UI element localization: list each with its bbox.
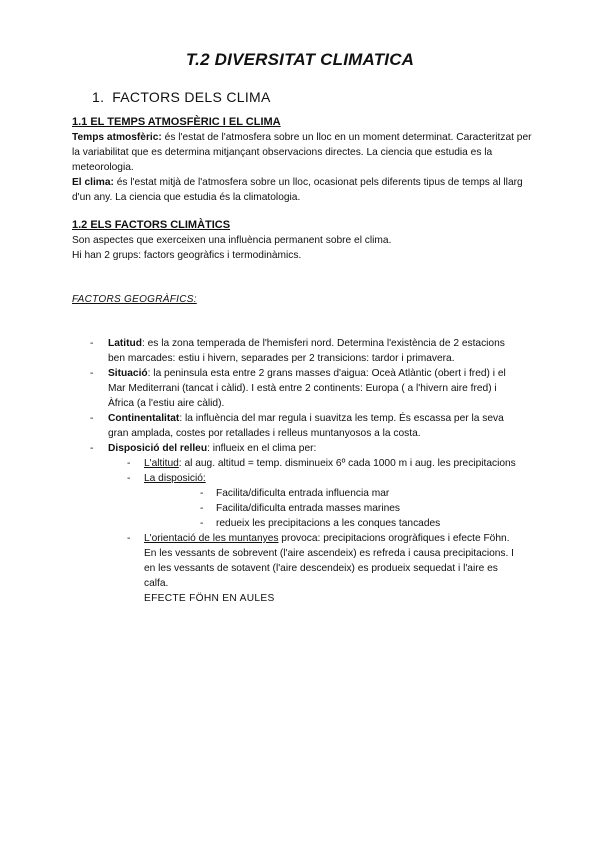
list-item-disposicio-sub	[200, 501, 516, 516]
bullet-dash: -	[127, 533, 131, 544]
sub-item-text: Facilita/dificulta entrada masses marines	[216, 503, 401, 514]
page-title: T.2 DIVERSITAT CLIMATICA	[185, 50, 415, 69]
term-continentalitat: Continentalitat	[108, 413, 180, 424]
definition-temps-atmosferic: és l'estat de l'atmosfera sobre un lloc en un moment determinat. Caracteritzat per la variabilitat que es determina mitjançant observacions directes. La ciencia que estudia es la meteorologia.	[72, 132, 532, 173]
factors-geografics-heading: FACTORS GEOGRÀFICS:	[72, 294, 197, 305]
term-latitud: Latitud	[108, 338, 142, 349]
list-item-disposicio	[127, 471, 519, 486]
list-item-disposicio-relleu	[90, 441, 522, 456]
term-disposicio-relleu: Disposició del relleu	[108, 443, 208, 454]
list-item-orientacio	[127, 531, 519, 591]
sub-item-text: Facilita/dificulta entrada influencia mar	[216, 488, 390, 499]
subheading-temps-clima: 1.1 EL TEMPS ATMOSFÈRIC I EL CLIMA	[72, 116, 281, 128]
text-situacio: : la peninsula esta entre 2 grans masses d'aigua: Oceà Atlàntic (obert i fred) i el Mar Mediterrani (tancat i càlid). I està entre 2 continents: Europa ( a l'hivern aire fred) i Àfrica (a l'estiu aire càlid).	[108, 368, 506, 409]
paragraph-factors-line2: Hi han 2 grups: factors geogràfics i termodinàmics.	[72, 250, 302, 261]
sub-item-text: redueix les precipitacions a les conques tancades	[216, 518, 441, 529]
efecte-fohn-note: EFECTE FÖHN EN AULES	[144, 593, 275, 604]
term-temps-atmosferic: Temps atmosfèric:	[72, 132, 162, 143]
bullet-dash: -	[127, 458, 131, 469]
list-item-disposicio-sub	[200, 516, 516, 531]
text-orientacio: provoca: precipitacions orogràfiques i efecte Föhn. En les vessants de sobrevent (l'aire ascendeix) es refreda i causa precipitacions. I en les vessants de sotavent (l'aire descendeix) es produeix sequedat i l'aire es calfa.	[144, 533, 515, 589]
term-orientacio: L'orientació de les muntanyes	[144, 533, 279, 544]
list-item-latitud	[90, 336, 522, 366]
subheading-factors-climatics: 1.2 ELS FACTORS CLIMÀTICS	[72, 219, 231, 231]
bullet-dash: -	[90, 368, 94, 379]
section-number: 1.	[92, 89, 105, 105]
bullet-dash: -	[200, 488, 204, 499]
list-item-disposicio-sub	[200, 486, 516, 501]
paragraph-temps-atmosferic	[72, 130, 532, 175]
term-situacio: Situació	[108, 368, 148, 379]
factors-list	[0, 336, 600, 606]
section-label: FACTORS DELS CLIMA	[112, 89, 271, 105]
term-disposicio: La disposició:	[144, 473, 206, 484]
term-altitud: L'altitud	[144, 458, 179, 469]
bullet-dash: -	[90, 338, 94, 349]
paragraph-factors-line1: Son aspectes que exerceixen una influència permanent sobre el clima.	[72, 235, 392, 246]
bullet-dash: -	[90, 443, 94, 454]
text-disposicio-relleu: : influeix en el clima per:	[207, 443, 317, 454]
bullet-dash: -	[200, 503, 204, 514]
text-continentalitat: : la influència del mar regula i suavitza les temp. És escassa per la seva gran amplada, costes por retallades i relleus muntanyosos a la costa.	[108, 413, 504, 439]
bullet-dash: -	[90, 413, 94, 424]
bullet-dash: -	[127, 473, 131, 484]
list-item-continentalitat	[90, 411, 522, 441]
text-altitud: : al aug. altitud = temp. disminueix 6º cada 1000 m i aug. les precipitacions	[178, 458, 516, 469]
paragraph-clima	[72, 175, 532, 205]
definition-clima: és l'estat mitjà de l'atmosfera sobre un lloc, ocasionat pels diferents tipus de temps al llarg d'un any. La ciencia que estudia és la climatologia.	[72, 177, 523, 203]
text-latitud: : es la zona temperada de l'hemisferi nord. Determina l'existència de 2 estacions ben marcades: estiu i hivern, separades per 2 transicions: tardor i primavera.	[108, 338, 505, 364]
list-item-situacio	[90, 366, 522, 411]
term-clima: El clima:	[72, 177, 114, 188]
bullet-dash: -	[200, 518, 204, 529]
list-item-altitud	[127, 456, 519, 471]
section-heading-factors	[92, 89, 271, 105]
